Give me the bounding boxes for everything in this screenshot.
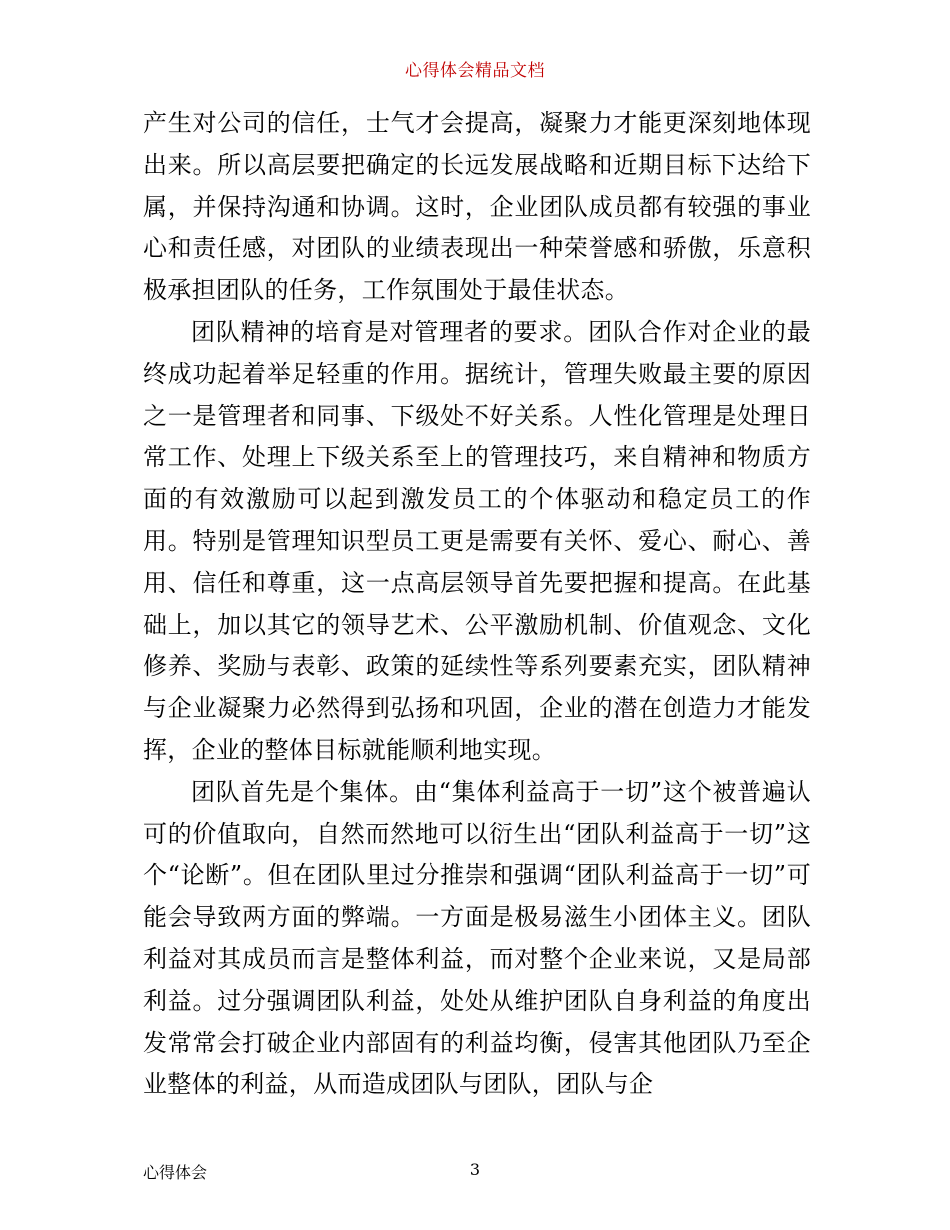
document-body [143, 103, 811, 1106]
page-number: 3 [469, 1160, 481, 1179]
paragraph-1: 产生对公司的信任，士气才会提高，凝聚力才能更深刻地体现出来。所以高层要把确定的长远发展战略和近期目标下达给下属，并保持沟通和协调。这时，企业团队成员都有较强的事业心和责任感，对团队的业绩表现出一种荣誉感和骄傲，乐意积极承担团队的任务，工作氛围处于最佳状态。 [143, 109, 811, 305]
paragraph-3: 团队首先是个集体。由“集体利益高于一切”这个被普遍认可的价值取向，自然而然地可以衍生出“团队利益高于一切”这个“论断”。但在团队里过分推崇和强调“团队利益高于一切”可能会导致两方面的弊端。一方面是极易滋生小团体主义。团队利益对其成员而言是整体利益，而对整个企业来说，又是局部利益。过分强调团队利益，处处从维护团队自身利益的角度出发常常会打破企业内部固有的利益均衡，侵害其他团队乃至企业整体的利益，从而造成团队与团队，团队与企 [143, 777, 811, 1099]
footer-label: 心得体会 [143, 1163, 208, 1182]
paragraph-2: 团队精神的培育是对管理者的要求。团队合作对企业的最终成功起着举足轻重的作用。据统计，管理失败最主要的原因之一是管理者和同事、下级处不好关系。人性化管理是处理日常工作、处理上下级关系至上的管理技巧，来自精神和物质方面的有效激励可以起到激发员工的个体驱动和稳定员工的作用。特别是管理知识型员工更是需要有关怀、爱心、耐心、善用、信任和尊重，这一点高层领导首先要把握和提高。在此基础上，加以其它的领导艺术、公平激励机制、价值观念、文化修养、奖励与表彰、政策的延续性等系列要素充实，团队精神与企业凝聚力必然得到弘扬和巩固，企业的潜在创造力才能发挥，企业的整体目标就能顺利地实现。 [143, 317, 811, 764]
header-title: 心得体会精品文档 [405, 61, 545, 81]
